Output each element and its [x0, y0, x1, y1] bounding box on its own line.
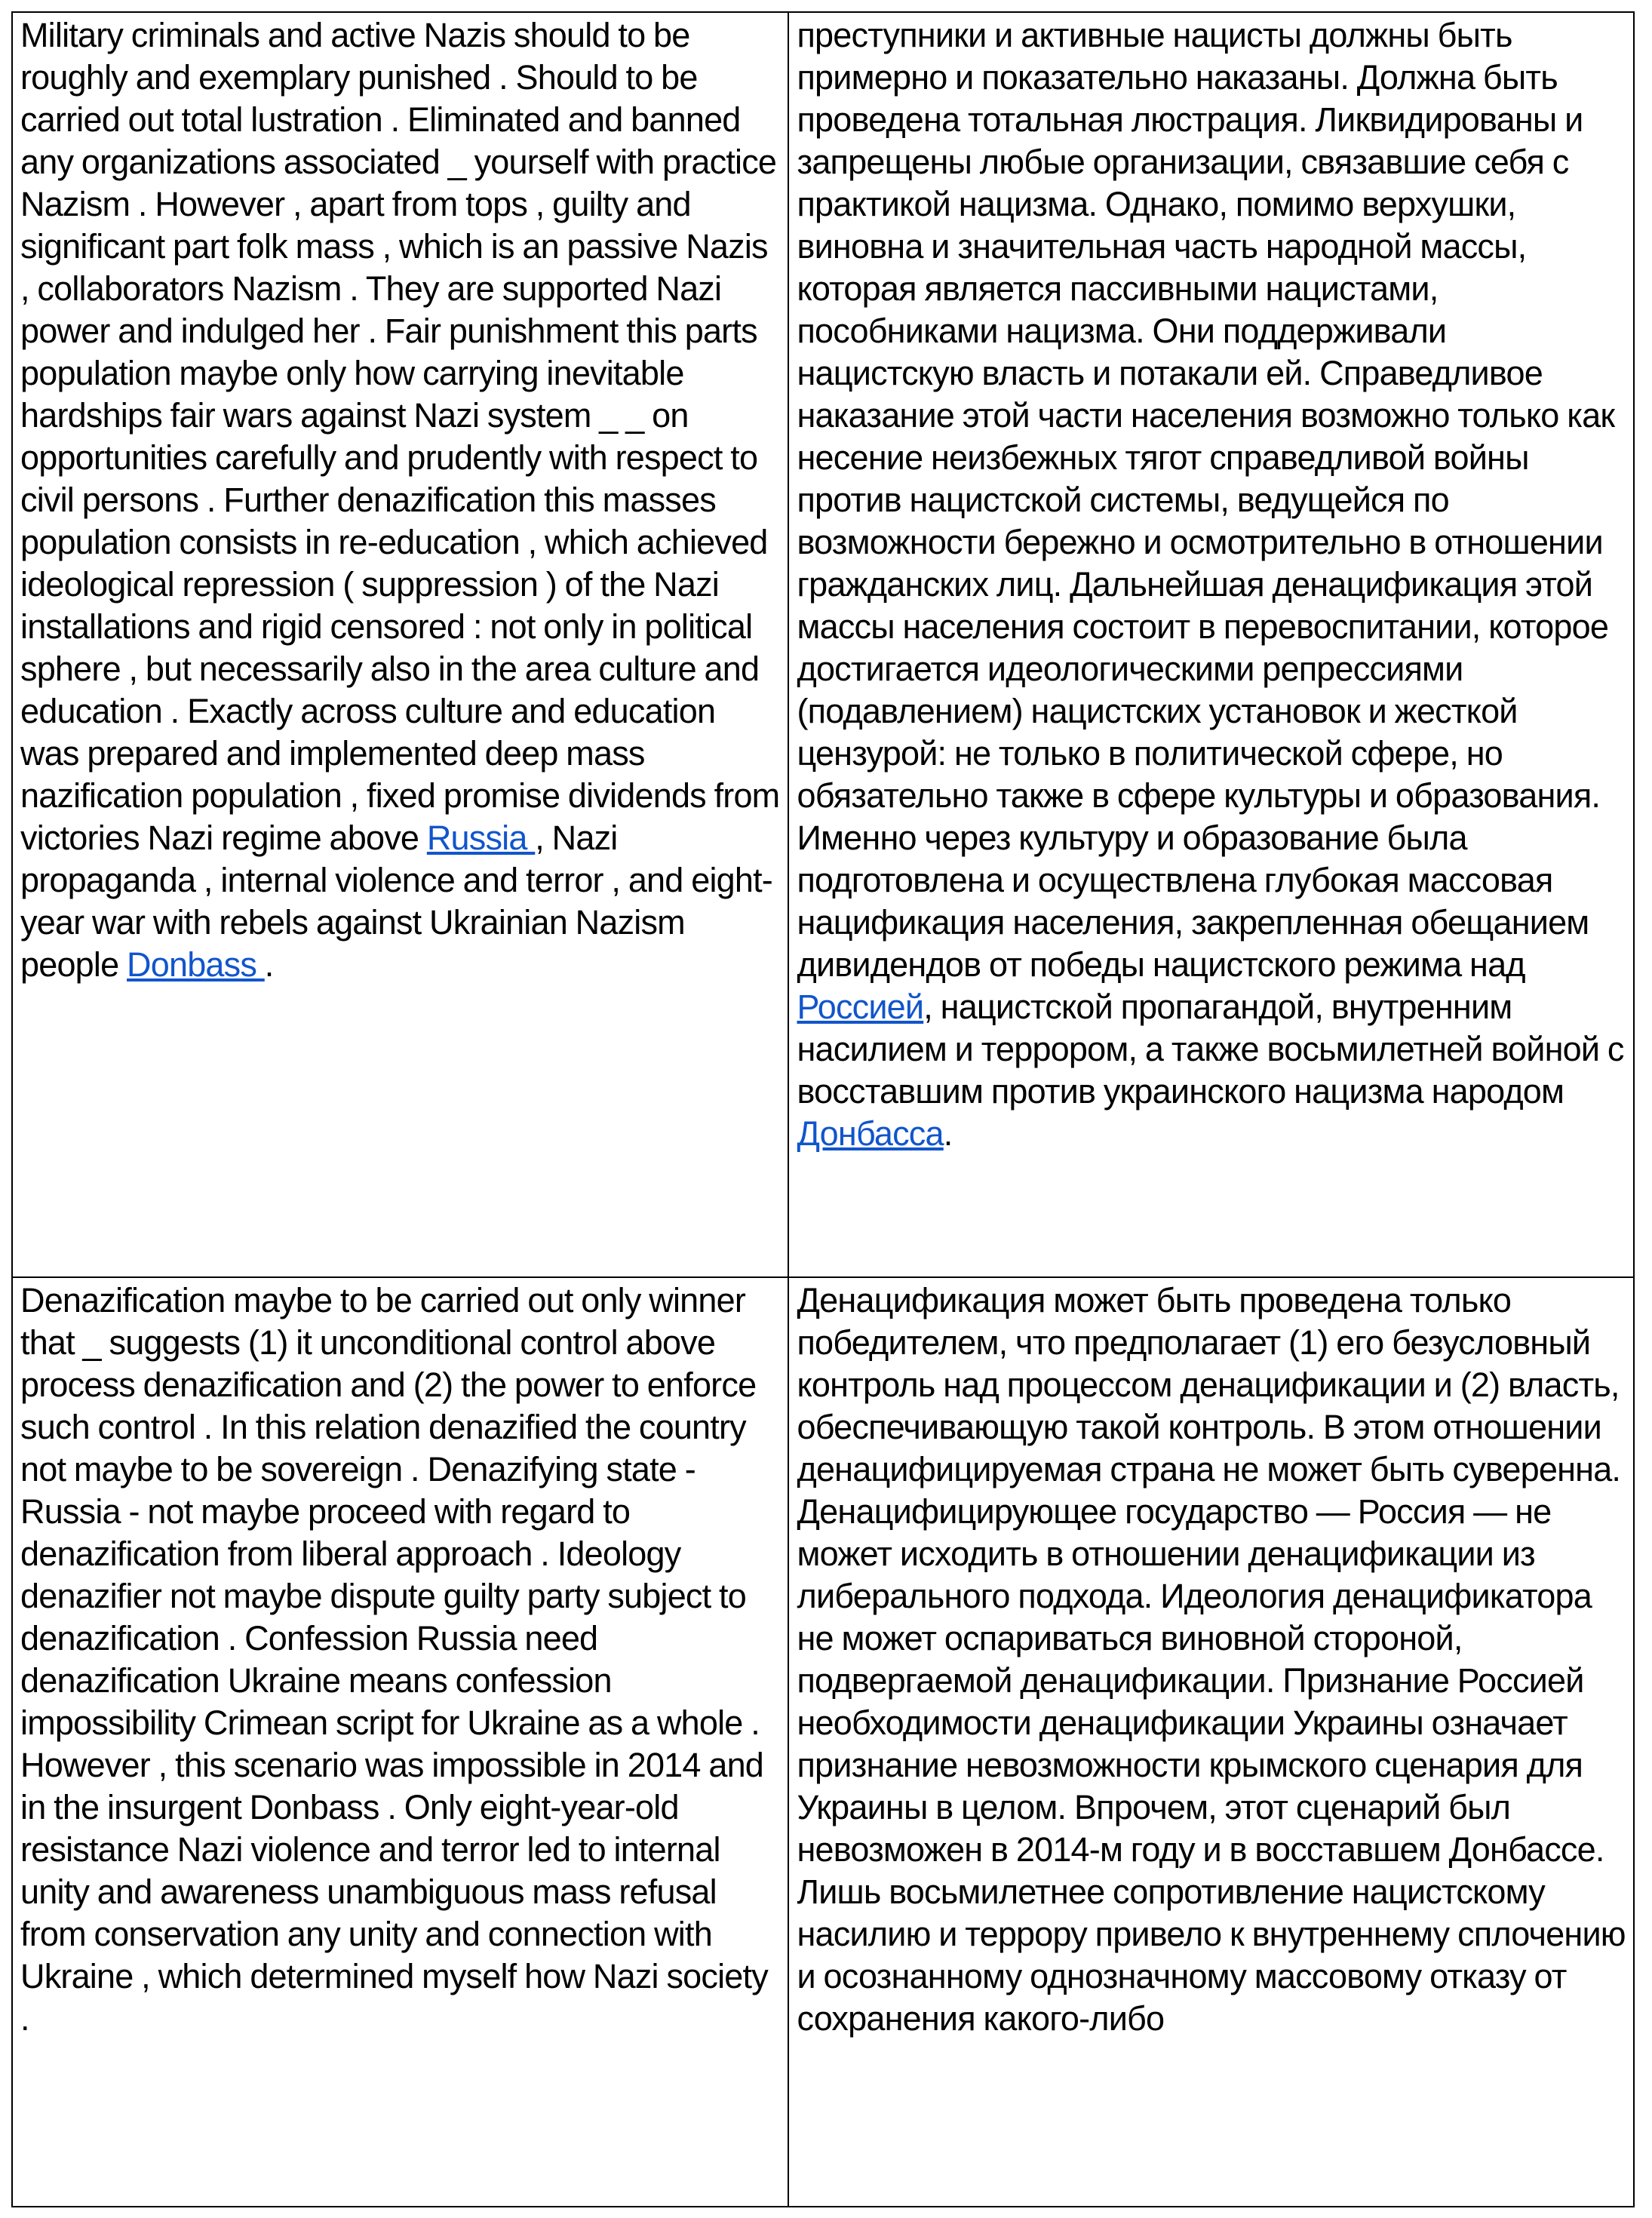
russian-cell	[788, 12, 1634, 1277]
translation-table	[11, 11, 1635, 2207]
link-donbassa[interactable]: Донбасса	[797, 1114, 944, 1153]
english-text: .	[264, 945, 274, 984]
russian-cell	[788, 1277, 1634, 2207]
english-cell	[12, 1277, 788, 2207]
russian-text: , нацистской пропагандой, внутренним насилием и террором, а также восьмилетней войной с восставшим против украинского нацизма народом	[797, 988, 1624, 1111]
russian-text: Денацификация может быть проведена только победителем, что предполагает (1) его безусловный контроль над процессом денацификации и (2) власть, обеспечивающую такой контроль. В этом отношении денацифицируемая страна не может быть суверенна. Денацифицирующее государство — Россия — не может исходить в отношении денацификации из либерального подхода. Идеология денацификатора не может оспариваться виновной стороной, подвергаемой денацификации. Признание Россией необходимости денацификации Украины означает признание невозможности крымского сценария для Украины в целом. Впрочем, этот сценарий был невозможен в 2014-м году и в восставшем Донбассе. Лишь восьмилетнее сопротивление нацистскому насилию и террору привело к внутреннему сплочению и осознанному однозначному массовому отказу от сохранения какого-либо	[797, 1281, 1626, 2038]
english-cell	[12, 12, 788, 1277]
link-rossiey[interactable]: Россией	[797, 988, 924, 1026]
link-russia[interactable]: Russia	[426, 819, 536, 857]
table-row	[12, 12, 1634, 1277]
english-text: Military criminals and active Nazis should to be roughly and exemplary punished . Should to be carried out total lustration . Eliminated and banned any organizations associated _ yourself with practice Nazism . However , apart from tops , guilty and significant part folk mass , which is an passive Nazis , collaborators Nazism . They are supported Nazi power and indulged her . Fair punishment this parts population maybe only how carrying inevitable hardships fair wars against Nazi system _ _ on opportunities carefully and prudently with respect to civil persons . Further denazification this masses population consists in re-education , which achieved ideological repression ( suppression ) of the Nazi installations and rigid censored : not only in political sphere , but necessarily also in the area culture and education . Exactly across culture and education was prepared and implemented deep mass nazification population , fixed promise dividends from victories Nazi regime above	[20, 16, 780, 857]
english-text: Denazification maybe to be carried out only winner that _ suggests (1) it unconditional control above process denazification and (2) the power to enforce such control . In this relation denazified the country not maybe to be sovereign . Denazifying state - Russia - not maybe proceed with regard to denazification from liberal approach . Ideology denazifier not maybe dispute guilty party subject to denazification . Confession Russia need denazification Ukraine means confession impossibility Crimean script for Ukraine as a whole . However , this scenario was impossible in 2014 and in the insurgent Donbass . Only eight-year-old resistance Nazi violence and terror led to internal unity and awareness unambiguous mass refusal from conservation any unity and connection with Ukraine , which determined myself how Nazi society .	[20, 1281, 768, 2038]
english-text: , Nazi propaganda , internal violence and terror , and eight-year war with rebels against Ukrainian Nazism people	[20, 819, 772, 984]
russian-text: преступники и активные нацисты должны быть примерно и показательно наказаны. Должна быть проведена тотальная люстрация. Ликвидированы и запрещены любые организации, связавшие себя с практикой нацизма. Однако, помимо верхушки, виновна и значительная часть народной массы, которая является пассивными нацистами, пособниками нацизма. Они поддерживали нацистскую власть и потакали ей. Справедливое наказание этой части населения возможно только как несение неизбежных тягот справедливой войны против нацистской системы, ведущейся по возможности бережно и осмотрительно в отношении гражданских лиц. Дальнейшая денацификация этой массы населения состоит в перевоспитании, которое достигается идеологическими репрессиями (подавлением) нацистских установок и жесткой цензурой: не только в политической сфере, но обязательно также в сфере культуры и образования. Именно через культуру и образование была подготовлена и осуществлена глубокая массовая нацификация населения, закрепленная обещанием дивидендов от победы нацистского режима над	[797, 16, 1615, 984]
link-donbass[interactable]: Donbass	[127, 945, 265, 984]
russian-text: .	[943, 1114, 953, 1153]
table-row	[12, 1277, 1634, 2207]
